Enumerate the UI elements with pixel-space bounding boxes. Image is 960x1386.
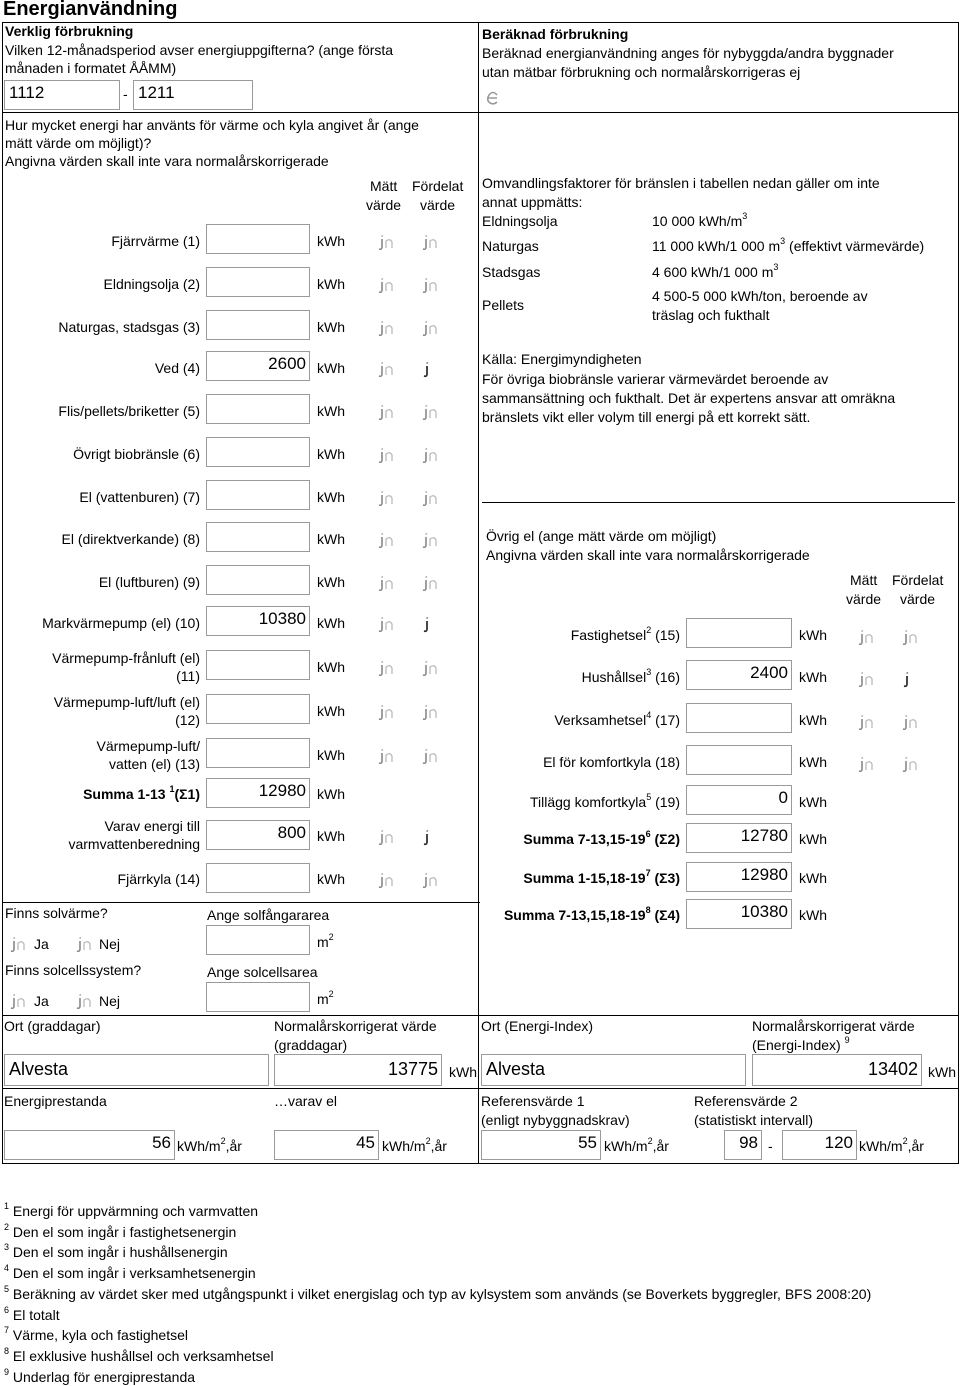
ovrig-el-label — [480, 627, 680, 643]
verklig-heading: Verklig förbrukning — [5, 23, 134, 39]
unit-label: kWh — [799, 831, 827, 847]
fordelat-varde-radio[interactable] — [422, 703, 438, 721]
usage-note: Angivna värden skall inte vara normalårskorrigerade — [5, 153, 329, 169]
unit-label: kWh — [317, 871, 345, 887]
matt-varde-radio[interactable] — [378, 615, 394, 633]
fordelat-varde-radio[interactable] — [902, 670, 918, 688]
ovrig-el-label-text: Fastighetsel — [570, 627, 647, 643]
fordelat-varde-radio[interactable] — [422, 747, 438, 765]
right-section-divider — [482, 502, 955, 503]
usage-question: Hur mycket energi har använts för värme och kyla angivet år (ange — [5, 117, 419, 133]
energy-value-input[interactable] — [206, 738, 310, 768]
ref2-label: Referensvärde 2 — [694, 1093, 798, 1109]
fordelat-varde-radio[interactable] — [422, 489, 438, 507]
ref1-unit: kWh/$m^2,år$ — [604, 1136, 669, 1154]
matt-varde-radio[interactable] — [378, 360, 394, 378]
ovrig-el-label-sup: 2 — [646, 625, 652, 635]
unit-label: kWh — [317, 747, 345, 763]
matt-varde-radio[interactable] — [858, 755, 874, 773]
energy-row-label: El (direktverkande) (8) — [61, 531, 200, 547]
ovrig-el-label-text: Verksamhetsel — [554, 712, 647, 728]
footnote-text: El exklusive hushållsel och verksamhetsel — [12, 1347, 274, 1364]
energy-value-input[interactable] — [206, 694, 310, 724]
solcell-ja-radio[interactable] — [10, 992, 26, 1010]
unit-label: kWh — [317, 276, 345, 292]
unit-label: kWh — [317, 446, 345, 462]
unit-label: kWh — [799, 669, 827, 685]
matt-varde-radio[interactable] — [378, 574, 394, 592]
varav-matt-radio[interactable] — [378, 828, 394, 846]
ovrig-el-label-num: (15) — [651, 627, 680, 643]
solcell-nej-radio[interactable] — [76, 992, 92, 1010]
energiprestanda-value[interactable]: 56 — [4, 1130, 175, 1160]
period-to-input[interactable]: 1211 — [133, 80, 253, 110]
fjarrkyla-input[interactable] — [206, 863, 310, 893]
fordelat-varde-radio[interactable] — [902, 628, 918, 646]
solvarme-question: Finns solvärme? — [5, 905, 108, 921]
beraknad-heading: Beräknad förbrukning — [482, 26, 629, 42]
bottom-divider — [2, 1015, 959, 1016]
norm-grad-label-2: (graddagar) — [274, 1037, 348, 1053]
ref2-to[interactable]: 120 — [782, 1130, 857, 1160]
sum-label-sup: 6 — [645, 829, 651, 839]
ref1-label: Referensvärde 1 — [481, 1093, 585, 1109]
solcell-area-label: Ange solcellsarea — [207, 964, 318, 980]
sum-label-text: Summa 7-13,15-19 — [523, 831, 646, 847]
factor-value — [652, 264, 778, 280]
footnote-text: Värme, kyla och fastighetsel — [12, 1327, 188, 1344]
ovrig-note: Angivna värden skall inte vara normalårskorrigerade — [486, 547, 810, 563]
factor-value-2: träslag och fukthalt — [652, 307, 770, 323]
ref1-label-2: (enligt nybyggnadskrav) — [481, 1112, 630, 1128]
matt-varde-radio[interactable] — [378, 489, 394, 507]
form-frame — [2, 22, 959, 1164]
m2-unit: $m^2$ — [317, 932, 334, 950]
beraknad-checkbox-icon[interactable] — [486, 90, 500, 106]
footnote-number: 1 — [4, 1201, 10, 1211]
ovrig-el-label-text: Hushållsel — [581, 669, 647, 685]
fordelat-varde-radio[interactable] — [902, 713, 918, 731]
ovrig-el-label — [480, 712, 680, 728]
solvarme-area-label: Ange solfångararea — [207, 907, 330, 923]
footnote — [4, 1283, 872, 1302]
footnote-text: Beräkning av värdet sker med utgångspunkt i vilket energislag och typ av kylsystem som används (se Boverkets byggregler, BFS 2008:20) — [12, 1285, 872, 1302]
unit-label: kWh — [928, 1064, 956, 1080]
matt-varde-radio[interactable] — [858, 713, 874, 731]
solvarme-nej-label: Nej — [99, 936, 121, 952]
footnote — [4, 1221, 237, 1240]
varav-el-unit: kWh/$m^2,år$ — [382, 1136, 447, 1154]
energy-row-label-2: (12) — [175, 712, 200, 728]
varav-label: Varav energi till — [104, 818, 200, 834]
source-text-4: bränslets vikt eller volym till energi på ett korrekt sätt. — [482, 409, 811, 425]
ort-index-input[interactable]: Alvesta — [481, 1054, 746, 1086]
footnote — [4, 1327, 188, 1343]
energiprestanda-label: Energiprestanda — [4, 1093, 107, 1109]
footnote-number: 7 — [4, 1325, 10, 1336]
energy-row-label: El (vattenburen) (7) — [79, 489, 200, 505]
matt-varde-radio[interactable] — [378, 403, 394, 421]
ref2-label-2: (statistiskt intervall) — [694, 1112, 814, 1128]
ovrig-el-value-input[interactable] — [686, 618, 792, 648]
factor-fuel: Pellets — [482, 297, 525, 313]
footnote — [4, 1203, 258, 1219]
matt-varde-radio[interactable] — [378, 659, 394, 677]
unit-label: kWh — [317, 786, 345, 802]
m2-unit: $m^2$ — [317, 989, 334, 1007]
matt-varde-radio[interactable] — [378, 319, 394, 337]
energy-value-input[interactable] — [206, 267, 310, 297]
source-text-2: För övriga biobränsle varierar värmevärdet beroende av — [482, 371, 829, 387]
fordelat-varde-radio[interactable] — [422, 233, 438, 251]
summa-1-13-label: Summa 1-13 $^1$(Σ1) — [83, 784, 200, 802]
matt-varde-radio[interactable] — [378, 531, 394, 549]
energy-row-label: El (luftburen) (9) — [98, 574, 200, 590]
col-fordelat-right: Fördelat — [892, 572, 944, 588]
sum-label — [470, 907, 680, 923]
energy-row-label: Markvärmepump (el) (10) — [42, 615, 200, 631]
ort-grad-label: Ort (graddagar) — [4, 1018, 101, 1034]
factor-value-text: 4 600 kWh/1 000 m — [652, 264, 774, 280]
usage-question-2: mätt värde om möjligt)? — [5, 135, 152, 151]
matt-varde-radio[interactable] — [858, 670, 874, 688]
factor-value — [652, 213, 747, 229]
unit-label: kWh — [799, 627, 827, 643]
varav-fordelat-radio[interactable] — [422, 828, 438, 846]
footnote-number: 2 — [4, 1221, 10, 1232]
footnote — [4, 1304, 60, 1323]
matt-varde-radio[interactable] — [378, 703, 394, 721]
factor-value-sup: 3 — [780, 236, 786, 246]
fordelat-varde-radio[interactable] — [422, 615, 438, 633]
energy-value-input[interactable] — [206, 522, 310, 552]
matt-varde-radio[interactable] — [858, 628, 874, 646]
bottom-divider-2 — [2, 1088, 959, 1089]
unit-label: kWh — [317, 360, 345, 376]
unit-label: kWh — [799, 794, 827, 810]
factor-fuel: Stadsgas — [482, 264, 541, 280]
factor-value-sup: 3 — [773, 262, 779, 272]
ref1-value[interactable]: 55 — [481, 1130, 601, 1160]
footnote — [4, 1244, 228, 1260]
factor-value-text: 10 000 kWh/m — [652, 213, 743, 229]
ovrig-el-value-input[interactable] — [686, 703, 792, 733]
energy-value-input[interactable] — [206, 394, 310, 424]
sum-value[interactable]: 12780 — [686, 823, 792, 853]
sum-label-sup: 8 — [645, 905, 651, 915]
factor-value-sup: 3 — [742, 211, 748, 221]
col-fordelat-2: värde — [420, 197, 456, 213]
footnote-text: Den el som ingår i fastighetsenergin — [12, 1223, 237, 1240]
unit-label: kWh — [799, 907, 827, 923]
column-divider — [478, 22, 479, 1164]
unit-label: kWh — [317, 615, 345, 631]
unit-label: kWh — [317, 489, 345, 505]
fordelat-varde-radio[interactable] — [422, 276, 438, 294]
col-matt-right: Mätt — [850, 572, 878, 588]
norm-grad-value[interactable]: 13775 — [274, 1054, 442, 1086]
beraknad-desc-2: utan mätbar förbrukning och normalårskorrigeras ej — [482, 64, 801, 80]
unit-label: kWh — [317, 703, 345, 719]
col-matt: Mätt — [370, 178, 398, 194]
factor-value-text: 11 000 kWh/1 000 m — [652, 238, 781, 254]
ort-index-label: Ort (Energi-Index) — [481, 1018, 594, 1034]
energy-row-label-2: vatten (el) (13) — [108, 756, 200, 772]
sum-value[interactable]: 12980 — [686, 862, 792, 892]
solvarme-ja-radio[interactable] — [10, 935, 26, 953]
energy-value-input[interactable] — [206, 310, 310, 340]
ref2-from[interactable]: 98 — [724, 1130, 762, 1160]
energy-row-label: Fjärrvärme (1) — [111, 233, 200, 249]
factor-fuel: Naturgas — [482, 238, 539, 254]
solcell-question: Finns solcellssystem? — [5, 962, 142, 978]
ovrig-el-value-input[interactable] — [686, 745, 792, 775]
ort-grad-input[interactable]: Alvesta — [4, 1054, 269, 1086]
matt-varde-radio[interactable] — [378, 747, 394, 765]
energy-value-input[interactable]: 2600 — [206, 351, 310, 381]
matt-varde-radio[interactable] — [378, 446, 394, 464]
unit-label: kWh — [449, 1064, 477, 1080]
unit-label: kWh — [799, 870, 827, 886]
ovrig-el-value-input[interactable]: 2400 — [686, 660, 792, 690]
energy-row-label: Värmepump-frånluft (el) — [52, 650, 200, 666]
ovrig-el-label-sup: 3 — [646, 667, 652, 677]
unit-label: kWh — [317, 233, 345, 249]
page-title: Energianvändning — [3, 0, 178, 20]
varav-el-label: …varav el — [274, 1093, 338, 1109]
footnote-number: 9 — [4, 1366, 10, 1377]
unit-label: kWh — [317, 403, 345, 419]
beraknad-desc: Beräknad energianvändning anges för nybyggda/andra byggnader — [482, 45, 894, 61]
conv-text-2: annat uppmätts: — [482, 194, 583, 210]
factor-fuel: Eldningsolja — [482, 213, 558, 229]
factor-value — [652, 238, 924, 254]
sum-label-text: Summa 1-15,18-19 — [523, 870, 646, 886]
fjarrkyla-matt-radio[interactable] — [378, 871, 394, 889]
ref2-unit: kWh/$m^2,år$ — [859, 1136, 924, 1154]
sum-label-text: Summa 7-13,15,18-19 — [503, 907, 646, 923]
fordelat-varde-radio[interactable] — [422, 319, 438, 337]
summa-1-13-value[interactable]: 12980 — [206, 778, 310, 808]
footnote — [4, 1366, 196, 1385]
norm-grad-label: Normalårskorrigerat värde — [274, 1018, 437, 1034]
sum-label-sup: 7 — [645, 868, 651, 878]
fordelat-varde-radio[interactable] — [902, 755, 918, 773]
ovrig-el-label — [480, 669, 680, 685]
solvarme-area-input[interactable] — [206, 925, 310, 955]
norm-index-label: Normalårskorrigerat värde — [752, 1018, 915, 1034]
energy-row-label: Ved (4) — [154, 360, 200, 376]
norm-index-value[interactable]: 13402 — [752, 1054, 922, 1086]
energy-row-label: Värmepump-luft/ — [96, 738, 200, 754]
fordelat-varde-radio[interactable] — [422, 659, 438, 677]
factor-value-tail: (effektivt värmevärde) — [785, 238, 925, 254]
energiprestanda-unit: kWh/$m^2,år$ — [177, 1136, 242, 1154]
energy-value-input[interactable]: 10380 — [206, 606, 310, 636]
fordelat-varde-radio[interactable] — [422, 360, 438, 378]
sum-value[interactable]: 10380 — [686, 899, 792, 929]
footnote-text: Den el som ingår i hushållsenergin — [12, 1244, 228, 1261]
footnote-text: Underlag för energiprestanda — [12, 1368, 196, 1385]
unit-label: kWh — [317, 319, 345, 335]
energy-value-input[interactable] — [206, 650, 310, 680]
energy-row-label: Övrigt biobränsle (6) — [73, 446, 200, 462]
footnote-number: 4 — [4, 1263, 10, 1274]
footnote-text: Energi för uppvärmning och varmvatten — [12, 1203, 259, 1219]
energy-row-label: Eldningsolja (2) — [103, 276, 200, 292]
footnote-text: El totalt — [12, 1306, 60, 1323]
ovrig-el-label-text: El för komfortkyla (18) — [543, 754, 680, 770]
solcell-area-input[interactable] — [206, 982, 310, 1012]
factor-value: 4 500-5 000 kWh/ton, beroende av — [652, 288, 868, 304]
solcell-ja-label: Ja — [34, 993, 49, 1009]
energy-row-label: Värmepump-luft/luft (el) — [53, 694, 200, 710]
sum-label-sigma: (Σ3) — [650, 870, 680, 886]
energy-row-label: Flis/pellets/briketter (5) — [58, 403, 200, 419]
footnote — [4, 1265, 256, 1281]
footnote-number: 8 — [4, 1345, 10, 1356]
period-dash: - — [123, 86, 128, 102]
fordelat-varde-radio[interactable] — [422, 574, 438, 592]
fjarrkyla-label: Fjärrkyla (14) — [117, 871, 200, 887]
matt-varde-radio[interactable] — [378, 276, 394, 294]
footnote-text: Den el som ingår i verksamhetsenergin — [12, 1265, 256, 1282]
ovrig-el-label — [480, 754, 680, 770]
solar-divider — [2, 902, 480, 903]
unit-label: kWh — [799, 712, 827, 728]
period-question: Vilken 12-månadsperiod avser energiuppgifterna? (ange första — [5, 42, 394, 58]
varav-el-value[interactable]: 45 — [274, 1130, 379, 1160]
col-matt-2: värde — [366, 197, 402, 213]
footnote-number: 3 — [4, 1242, 10, 1253]
energy-value-input[interactable] — [206, 224, 310, 254]
unit-label: kWh — [317, 574, 345, 590]
solcell-nej-label: Nej — [99, 993, 121, 1009]
tillagg-value[interactable]: 0 — [686, 785, 792, 815]
unit-label: kWh — [317, 828, 345, 844]
matt-varde-radio[interactable] — [378, 233, 394, 251]
ref2-dash: - — [768, 1138, 773, 1154]
varav-value[interactable]: 800 — [206, 820, 310, 850]
period-from-input[interactable]: 1112 — [4, 80, 120, 110]
top-row-divider — [2, 112, 959, 113]
tillagg-label: Tillägg komfortkyla$^5$ (19) — [530, 792, 680, 810]
energy-value-input[interactable] — [206, 437, 310, 467]
varav-label-2: varmvattenberedning — [68, 836, 200, 852]
energy-row-label: Naturgas, stadsgas (3) — [58, 319, 200, 335]
energy-value-input[interactable] — [206, 565, 310, 595]
fordelat-varde-radio[interactable] — [422, 531, 438, 549]
ovrig-el-label-num: (16) — [651, 669, 680, 685]
sum-label — [470, 870, 680, 886]
source-text-3: sammansättning och fukthalt. Det är expertens ansvar att omräkna — [482, 390, 896, 406]
col-fordelat-right-2: värde — [900, 591, 936, 607]
unit-label: kWh — [799, 754, 827, 770]
sum-label-sigma: (Σ2) — [650, 831, 680, 847]
fordelat-varde-radio[interactable] — [422, 403, 438, 421]
footnote-number: 5 — [4, 1283, 10, 1294]
fjarrkyla-fordelat-radio[interactable] — [422, 871, 438, 889]
fordelat-varde-radio[interactable] — [422, 446, 438, 464]
footnote-number: 6 — [4, 1304, 10, 1315]
ovrig-el-label-sup: 4 — [646, 710, 652, 720]
col-matt-right-2: värde — [846, 591, 882, 607]
period-question-2: månaden i formatet ÅÅMM) — [5, 60, 177, 76]
col-fordelat: Fördelat — [412, 178, 464, 194]
norm-index-label-2: (Energi-Index) $^9$ — [752, 1035, 850, 1053]
source-text: Källa: Energimyndigheten — [482, 351, 642, 367]
sum-label — [470, 831, 680, 847]
solvarme-ja-label: Ja — [34, 936, 49, 952]
ovrig-heading: Övrig el (ange mätt värde om möjligt) — [486, 528, 717, 544]
solvarme-nej-radio[interactable] — [76, 935, 92, 953]
unit-label: kWh — [317, 531, 345, 547]
sum-label-sigma: (Σ4) — [650, 907, 680, 923]
conv-text: Omvandlingsfaktorer för bränslen i tabellen nedan gäller om inte — [482, 175, 880, 191]
energy-value-input[interactable] — [206, 480, 310, 510]
energy-row-label-2: (11) — [176, 668, 200, 684]
ovrig-el-label-num: (17) — [651, 712, 680, 728]
unit-label: kWh — [317, 659, 345, 675]
footnote — [4, 1345, 274, 1364]
